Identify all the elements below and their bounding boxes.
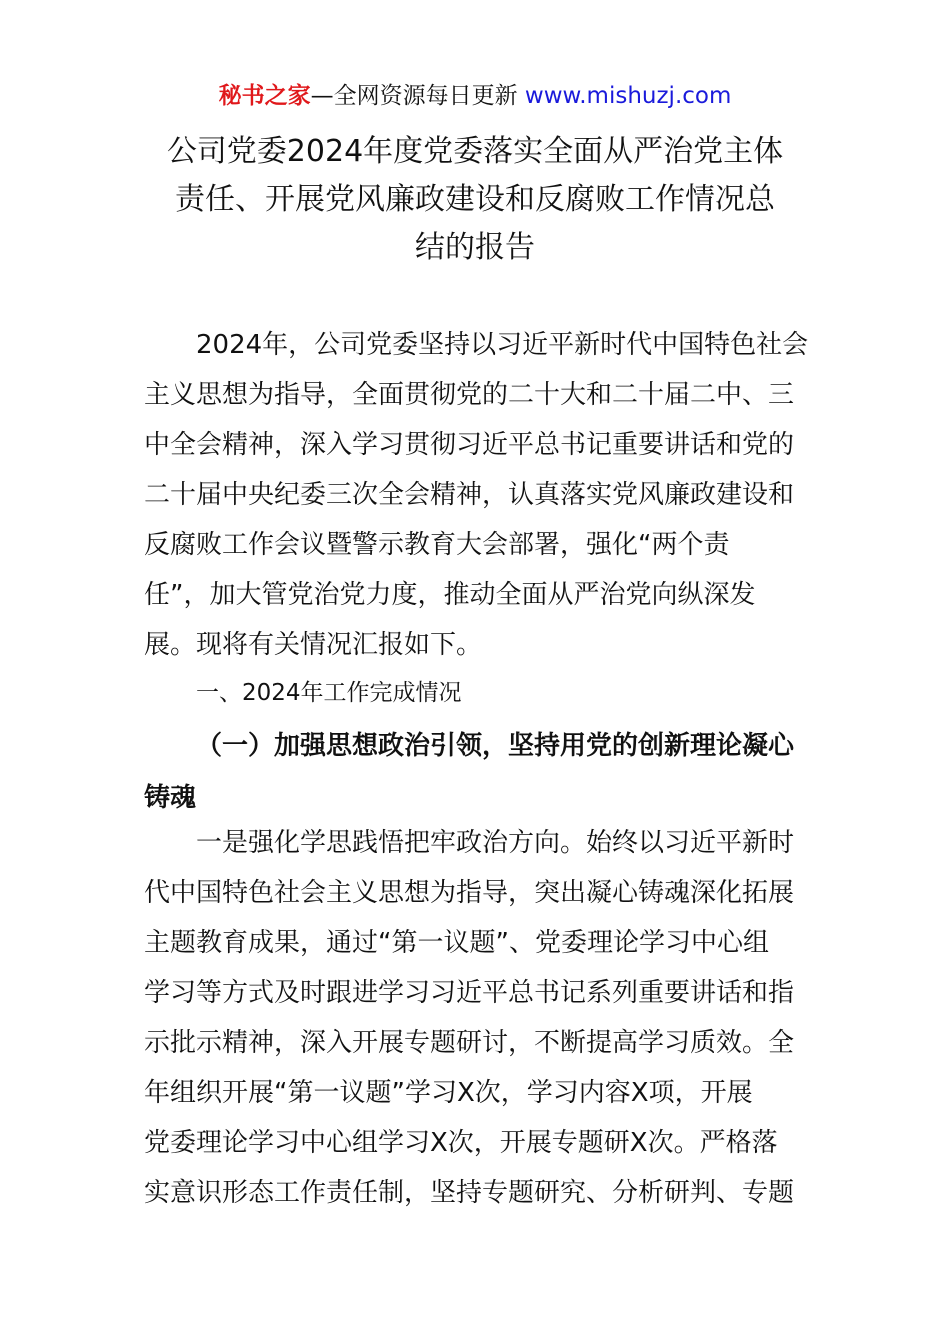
text-line: 中全会精神，深入学习贯彻习近平总书记重要讲话和党的: [144, 430, 795, 460]
text-line: 二十届中央纪委三次全会精神，认真落实党风廉政建设和: [144, 480, 795, 510]
text-line: 党委理论学习中心组学习X次，开展专题研X次。严格落: [144, 1128, 778, 1158]
brand-name: 秘书之家: [218, 83, 311, 109]
text-line: 任”，加大管党治党力度，推动全面从严治党向纵深发: [144, 580, 756, 610]
text-line: 实意识形态工作责任制，坚持专题研究、分析研判、专题: [144, 1178, 795, 1208]
text-line: 反腐败工作会议暨警示教育大会部署，强化“两个责: [144, 530, 730, 560]
text-line: 示批示精神，深入开展专题研讨，不断提高学习质效。全: [144, 1028, 795, 1058]
site-header: [0, 80, 950, 112]
subsection-heading: [144, 720, 806, 824]
text-line: 一是强化学思践悟把牢政治方向。始终以习近平新时: [196, 828, 795, 858]
text-line: 2024年，公司党委坚持以习近平新时代中国特色社会: [196, 330, 809, 360]
text-line: 展。现将有关情况汇报如下。: [144, 630, 483, 660]
text-line: （一）加强思想政治引领，坚持用党的创新理论凝心: [196, 731, 795, 761]
text-line: 主义思想为指导，全面贯彻党的二十大和二十届二中、三: [144, 380, 795, 410]
title-line: 公司党委2024年度党委落实全面从严治党主体: [166, 134, 784, 169]
text-line: 学习等方式及时跟进学习习近平总书记系列重要讲话和指: [144, 978, 795, 1008]
site-url-link[interactable]: www.mishuzj.com: [524, 83, 732, 109]
text-line: 年组织开展“第一议题”学习X次，学习内容X项，开展: [144, 1078, 753, 1108]
header-tagline: —全网资源每日更新: [310, 83, 525, 109]
title-line: 责任、开展党风廉政建设和反腐败工作情况总: [175, 182, 775, 217]
body-paragraph: [144, 818, 806, 1218]
intro-paragraph: [144, 320, 809, 670]
title-line: 结的报告: [415, 230, 535, 265]
text-line: 铸魂: [144, 783, 197, 813]
text-line: 代中国特色社会主义思想为指导，突出凝心铸魂深化拓展: [144, 878, 795, 908]
document-title: [140, 128, 810, 272]
section-heading: 一、2024年工作完成情况: [196, 680, 462, 706]
text-line: 主题教育成果，通过“第一议题”、党委理论学习中心组: [144, 928, 769, 958]
